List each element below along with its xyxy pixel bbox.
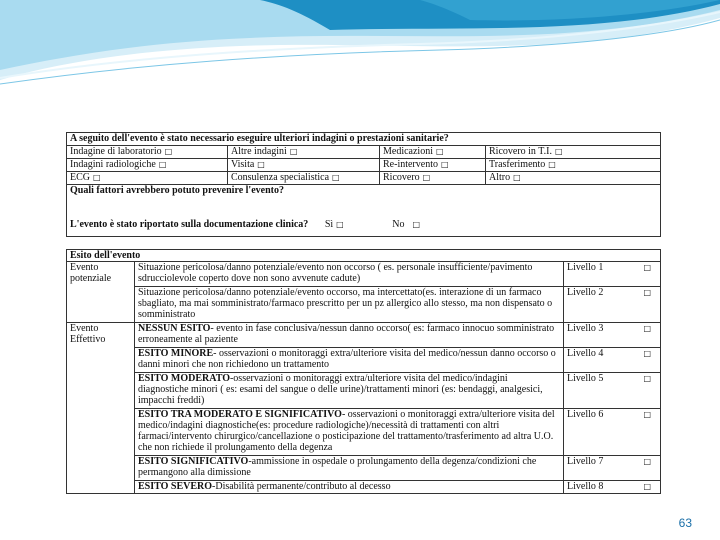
level-option[interactable]: Livello 1 □ [564,262,661,287]
checkbox-icon[interactable]: □ [422,173,431,182]
table-row [67,159,661,172]
checkbox-icon[interactable]: □ [257,160,265,169]
table-row [67,262,661,287]
option-cell[interactable]: Altre indagini □ [228,146,380,159]
documentation-question: L'evento è stato riportato sulla documentazione clinica? [70,219,309,230]
option-cell[interactable]: Medicazioni □ [380,146,486,159]
option-cell[interactable]: Consulenza specialistica □ [228,172,380,185]
table-row [67,287,661,323]
checkbox-icon[interactable]: □ [158,160,167,169]
group-label: Evento Effettivo [67,323,135,494]
checkbox-icon[interactable]: □ [548,160,556,169]
option-cell[interactable]: Visita □ [228,159,380,172]
checkbox-icon[interactable]: □ [164,147,173,156]
outcome-description: Situazione pericolosa/danno potenziale/evento occorso, ma intercettato(es. interazione di un farmaco sbagliato, ma mai somministrato/farmaco prescritto per un pz allergico allo stesso, ma non dispensato o somministrato [135,287,564,323]
checkbox-icon[interactable]: □ [513,173,521,182]
followup-investigations-table [66,132,660,237]
table-row [67,323,661,348]
checkbox-icon[interactable]: □ [440,160,449,169]
table-row [67,409,661,456]
option-cell[interactable]: Ricovero in T.I. □ [486,146,661,159]
no-label: No [392,219,405,230]
prevention-cell [67,185,661,237]
checkbox-icon[interactable]: □ [435,147,444,156]
option-cell[interactable]: ECG □ [67,172,228,185]
option-cell[interactable]: Indagini radiologiche □ [67,159,228,172]
checkbox-icon[interactable]: □ [643,288,652,297]
event-outcome-table [66,249,660,494]
checkbox-icon[interactable]: □ [93,173,101,182]
header-wave-decoration [0,0,720,110]
checkbox-icon[interactable]: □ [643,324,652,333]
level-option[interactable]: Livello 8 □ [564,481,661,494]
table-row [67,456,661,481]
outcome-description: ESITO MODERATO-osservazioni o monitoraggi extra/ulteriore visita del medico/indagini diagnostiche minori ( es: esami del sangue o delle urine)/trattamenti minori (es: bendaggi, analgesici, impacchi freddi) [135,373,564,409]
checkbox-icon[interactable]: □ [412,220,421,229]
outcome-description: ESITO MINORE- osservazioni o monitoraggi extra/ulteriore visita del medico/nessun danno occorso o danni minori che non richiedono un trattamento [135,348,564,373]
table-row [67,373,661,409]
checkbox-icon[interactable]: □ [643,457,652,466]
outcome-description: ESITO SIGNIFICATIVO-ammissione in ospedale o prolungamento della degenza/condizioni che permangono alla dimissione [135,456,564,481]
table-row [67,146,661,159]
checkbox-icon[interactable]: □ [289,147,298,156]
table-row [67,348,661,373]
level-option[interactable]: Livello 7 □ [564,456,661,481]
outcome-description: NESSUN ESITO- evento in fase conclusiva/nessun danno occorso( es: farmaco innocuo somministrato erroneamente al paziente [135,323,564,348]
checkbox-icon[interactable]: □ [643,482,652,491]
option-cell[interactable]: Altro □ [486,172,661,185]
level-option[interactable]: Livello 6 □ [564,409,661,456]
outcome-description: Situazione pericolosa/danno potenziale/evento non occorso ( es. personale insufficiente/pavimento sdrucciolevole coperto dove non sono avvenute cadute) [135,262,564,287]
section2-title: Esito dell'evento [67,250,661,262]
level-option[interactable]: Livello 4 □ [564,348,661,373]
checkbox-icon[interactable]: □ [643,349,652,358]
group-label: Evento potenziale [67,262,135,323]
page-number: 63 [678,516,692,530]
option-cell[interactable]: Trasferimento □ [486,159,661,172]
outcome-description: ESITO TRA MODERATO E SIGNIFICATIVO- osservazioni o monitoraggi extra/ulteriore visita del medico/indagini diagnostiche(es: procedure radiologiche)/necessità di trattamenti con altri farmaci/intervento chirurgico/cancellazione o posticipazione del trattamento/trasferimento ad altra U.O. che non richiede il prolungamento della degenza [135,409,564,456]
outcome-description: ESITO SEVERO-Disabilità permanente/contributo al decesso [135,481,564,494]
yes-label: Sì [324,219,334,230]
table-row [67,481,661,494]
level-option[interactable]: Livello 2 □ [564,287,661,323]
documentation-question-row [70,219,657,230]
prevention-question: Quali fattori avrebbero potuto prevenire l'evento? [70,185,284,196]
level-option[interactable]: Livello 5 □ [564,373,661,409]
option-cell[interactable]: Indagine di laboratorio □ [67,146,228,159]
section1-title: A seguito dell'evento è stato necessario eseguire ulteriori indagini o prestazioni sanitarie? [67,133,661,146]
level-option[interactable]: Livello 3 □ [564,323,661,348]
option-cell[interactable]: Re-intervento □ [380,159,486,172]
checkbox-icon[interactable]: □ [332,173,340,182]
table-row [67,172,661,185]
checkbox-icon[interactable]: □ [554,147,563,156]
checkbox-icon[interactable]: □ [643,374,652,383]
option-cell[interactable]: Ricovero □ [380,172,486,185]
checkbox-icon[interactable]: □ [643,263,652,272]
checkbox-icon[interactable]: □ [336,220,344,229]
checkbox-icon[interactable]: □ [643,410,652,419]
